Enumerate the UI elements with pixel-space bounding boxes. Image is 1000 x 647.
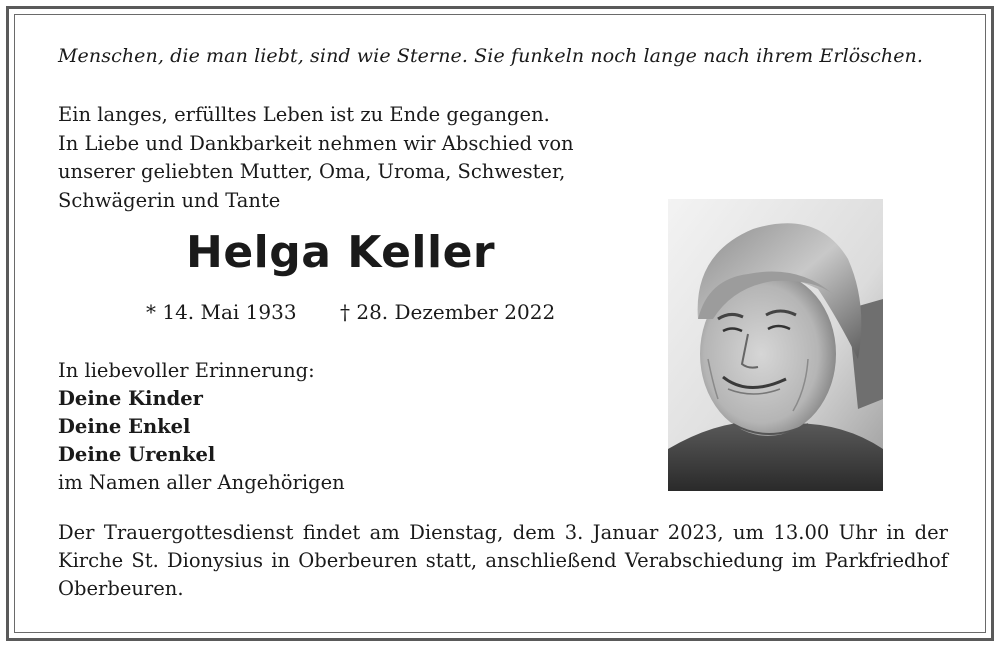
intro-text	[58, 101, 658, 215]
family-relatives: im Namen aller Angehörigen	[58, 471, 345, 494]
motto-quote: Menschen, die man liebt, sind wie Sterne. Sie funkeln noch lange nach ihrem Erlöschen.	[58, 45, 924, 67]
family-great-grandchildren: Deine Urenkel	[58, 443, 216, 466]
family-grandchildren: Deine Enkel	[58, 415, 191, 438]
intro-line: unserer geliebten Mutter, Oma, Uroma, Schwester,	[58, 160, 566, 183]
portrait-photo-icon	[668, 199, 883, 491]
death-date: † 28. Dezember 2022	[340, 300, 556, 324]
intro-line: In Liebe und Dankbarkeit nehmen wir Abschied von	[58, 131, 574, 155]
family-children: Deine Kinder	[58, 387, 203, 410]
deceased-name: Helga Keller	[186, 227, 496, 278]
family-heading: In liebevoller Erinnerung:	[58, 359, 315, 382]
service-information: Der Trauergottesdienst findet am Dienstag, dem 3. Januar 2023, um 13.00 Uhr in der Kirche St. Dionysius in Oberbeuren statt, anschließend Verabschiedung im Parkfriedhof Oberbeuren.	[58, 521, 948, 600]
birth-date: * 14. Mai 1933	[146, 300, 297, 324]
intro-line: Schwägerin und Tante	[58, 188, 281, 212]
family-signature	[58, 357, 618, 497]
intro-line: Ein langes, erfülltes Leben ist zu Ende gegangen.	[58, 103, 550, 126]
